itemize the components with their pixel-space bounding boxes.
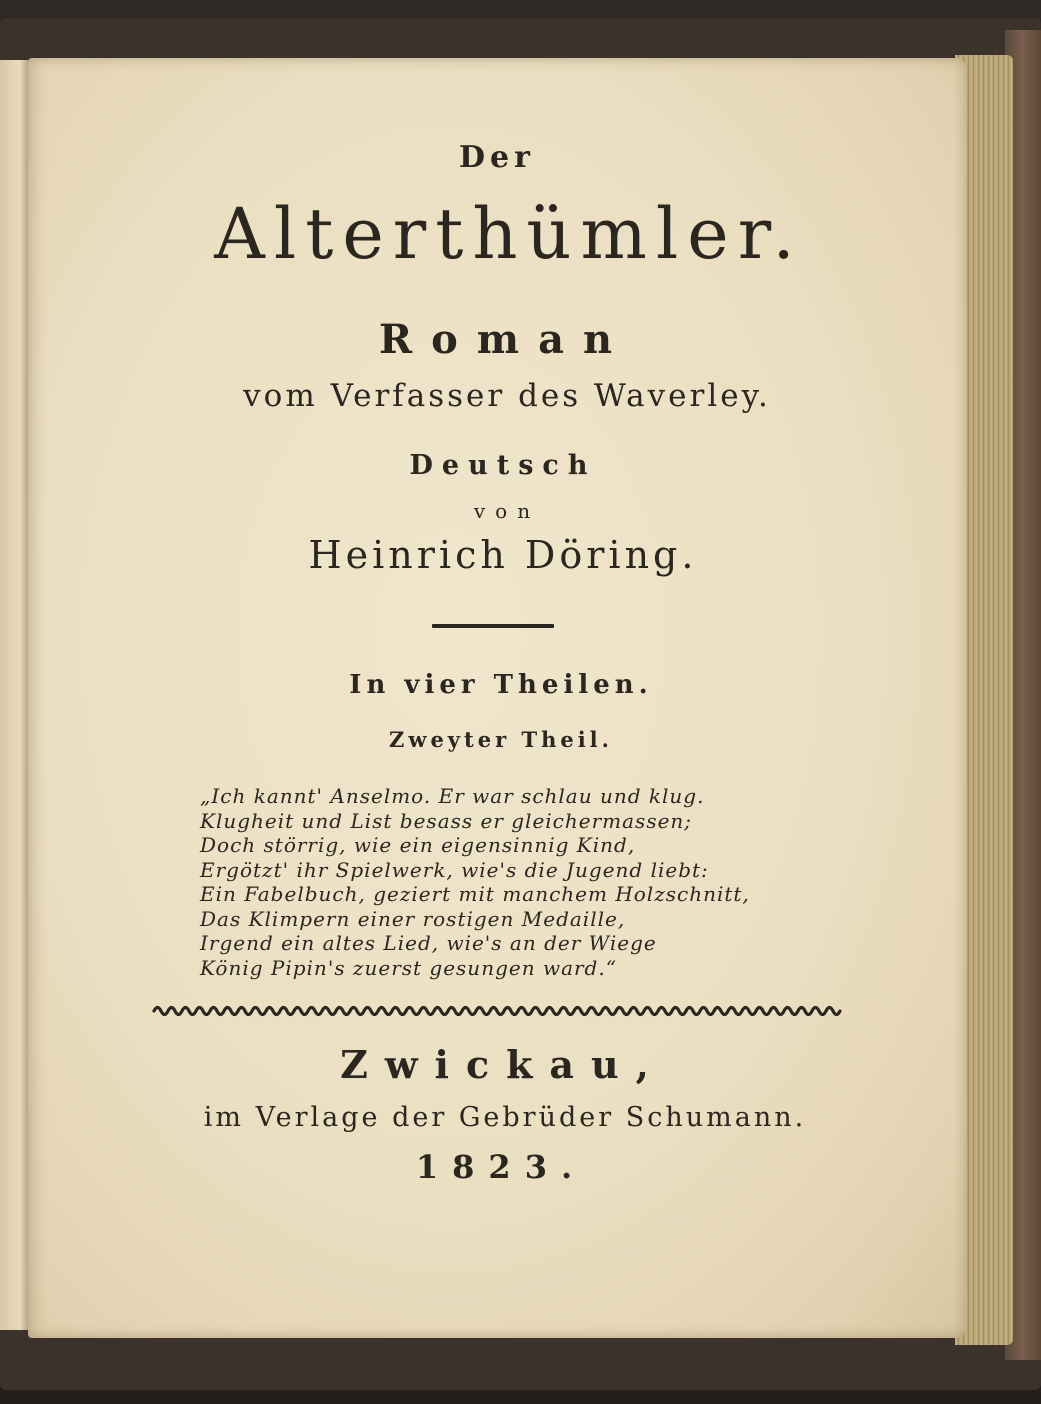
motto-line: König Pipin's zuerst gesungen ward.“	[200, 955, 617, 980]
title-article: Der	[459, 140, 535, 175]
motto-line: Klugheit und List besass er gleichermassen;	[200, 808, 693, 833]
motto-line: Doch störrig, wie ein eigensinnig Kind,	[200, 833, 636, 857]
motto-line: Ein Fabelbuch, geziert mit manchem Holzschnitt,	[200, 882, 750, 906]
title-page	[28, 58, 966, 1338]
motto	[200, 784, 840, 980]
place: Zwickau,	[340, 1042, 666, 1087]
book-title: Alterthümler.	[214, 193, 804, 275]
divider-rule	[432, 624, 554, 628]
translator-name: Heinrich Döring.	[308, 533, 698, 577]
ornamental-divider	[152, 1002, 844, 1020]
wave-ornament-icon	[152, 1002, 844, 1020]
genre-label: Roman	[378, 316, 632, 363]
publisher: im Verlage der Gebrüder Schumann.	[203, 1102, 807, 1133]
year: 1823.	[415, 1148, 587, 1186]
motto-line: Das Klimpern einer rostigen Medaille,	[200, 906, 626, 931]
translation-label: Deutsch	[409, 450, 597, 481]
author-line: vom Verfasser des Waverley.	[243, 378, 771, 414]
motto-line: Irgend ein altes Lied, wie's an der Wiege	[200, 931, 657, 955]
motto-line: Ergötzt' ihr Spielwerk, wie's die Jugend liebt:	[200, 857, 709, 882]
translation-by: von	[473, 499, 541, 523]
motto-line: „Ich kannt' Anselmo. Er war schlau und klug.	[200, 784, 705, 808]
volumes-line: In vier Theilen.	[349, 670, 653, 700]
volume-line: Zweyter Theil.	[389, 727, 613, 752]
facing-page-edge	[0, 60, 28, 1330]
